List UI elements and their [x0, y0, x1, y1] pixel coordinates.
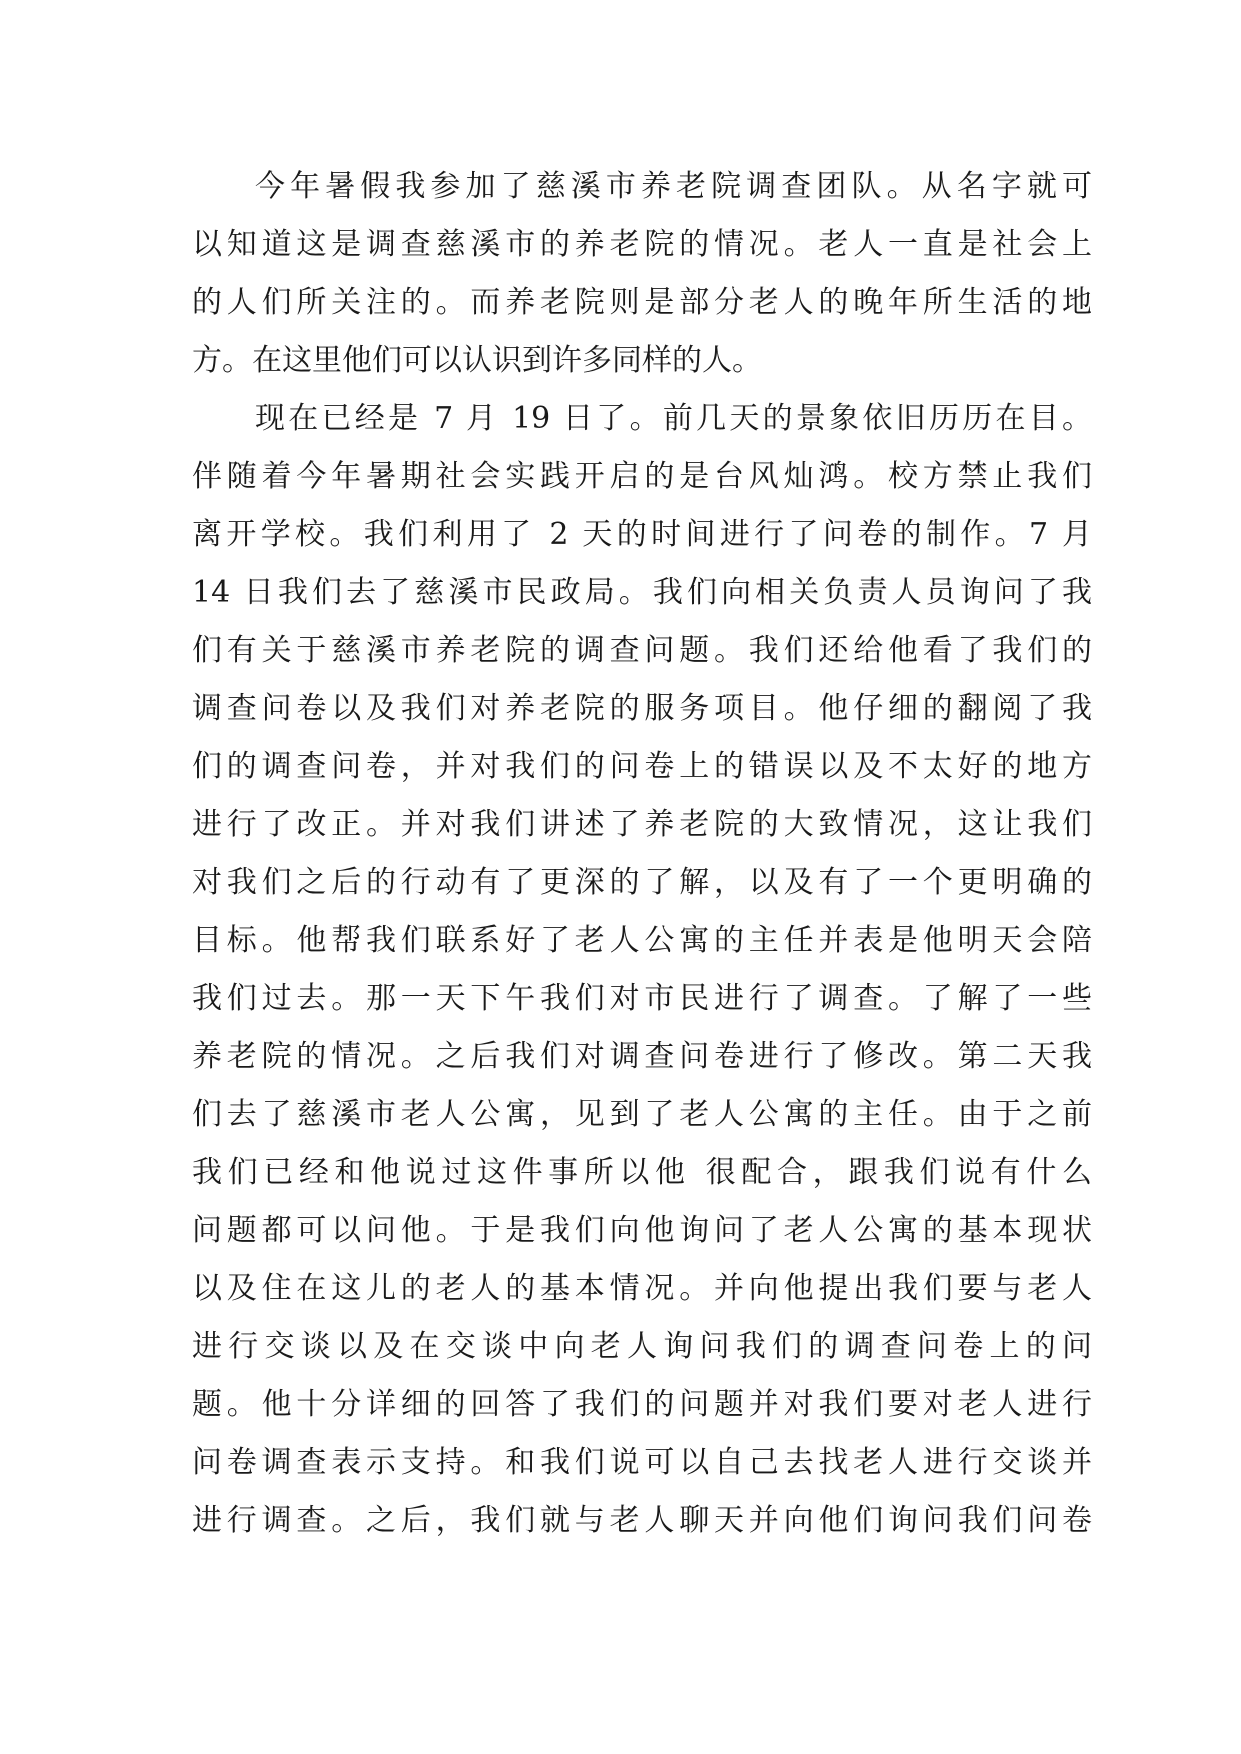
text-line: 伴随着今年暑期社会实践开启的是台风灿鸿。校方禁止我们 [192, 459, 1092, 494]
text-line: 的人们所关注的。而养老院则是部分老人的晚年所生活的地 [192, 285, 1092, 320]
paragraph-2 [192, 390, 1092, 1550]
text-line: 以及住在这儿的老人的基本情况。并向他提出我们要与老人 [192, 1271, 1092, 1306]
text-line: 现在已经是 7 月 19 日了。前几天的景象依旧历历在目。 [255, 401, 1092, 436]
text-line: 进行调查。之后，我们就与老人聊天并向他们询问我们问卷 [192, 1503, 1092, 1538]
text-line: 方。在这里他们可以认识到许多同样的人。 [192, 343, 762, 378]
paragraph-1 [192, 158, 1092, 390]
text-line: 进行了改正。并对我们讲述了养老院的大致情况，这让我们 [192, 807, 1092, 842]
text-line: 养老院的情况。之后我们对调查问卷进行了修改。第二天我 [192, 1039, 1092, 1074]
body-text [192, 158, 1092, 1550]
text-line: 们的调查问卷，并对我们的问卷上的错误以及不太好的地方 [192, 749, 1092, 784]
text-line: 问题都可以问他。于是我们向他询问了老人公寓的基本现状 [192, 1213, 1092, 1248]
text-line: 们有关于慈溪市养老院的调查问题。我们还给他看了我们的 [192, 633, 1092, 668]
text-line: 问卷调查表示支持。和我们说可以自己去找老人进行交谈并 [192, 1445, 1092, 1480]
text-line: 14 日我们去了慈溪市民政局。我们向相关负责人员询问了我 [192, 575, 1092, 610]
text-line: 离开学校。我们利用了 2 天的时间进行了问卷的制作。7 月 [192, 517, 1092, 552]
text-line: 题。他十分详细的回答了我们的问题并对我们要对老人进行 [192, 1387, 1092, 1422]
text-line: 我们已经和他说过这件事所以他 很配合，跟我们说有什么 [192, 1155, 1092, 1190]
text-line: 目标。他帮我们联系好了老人公寓的主任并表是他明天会陪 [192, 923, 1092, 958]
text-line: 我们过去。那一天下午我们对市民进行了调查。了解了一些 [192, 981, 1092, 1016]
text-line: 今年暑假我参加了慈溪市养老院调查团队。从名字就可 [255, 169, 1092, 204]
text-line: 以知道这是调查慈溪市的养老院的情况。老人一直是社会上 [192, 227, 1092, 262]
text-line: 们去了慈溪市老人公寓，见到了老人公寓的主任。由于之前 [192, 1097, 1092, 1132]
text-line: 调查问卷以及我们对养老院的服务项目。他仔细的翻阅了我 [192, 691, 1092, 726]
text-line: 对我们之后的行动有了更深的了解，以及有了一个更明确的 [192, 865, 1092, 900]
text-line: 进行交谈以及在交谈中向老人询问我们的调查问卷上的问 [192, 1329, 1092, 1364]
